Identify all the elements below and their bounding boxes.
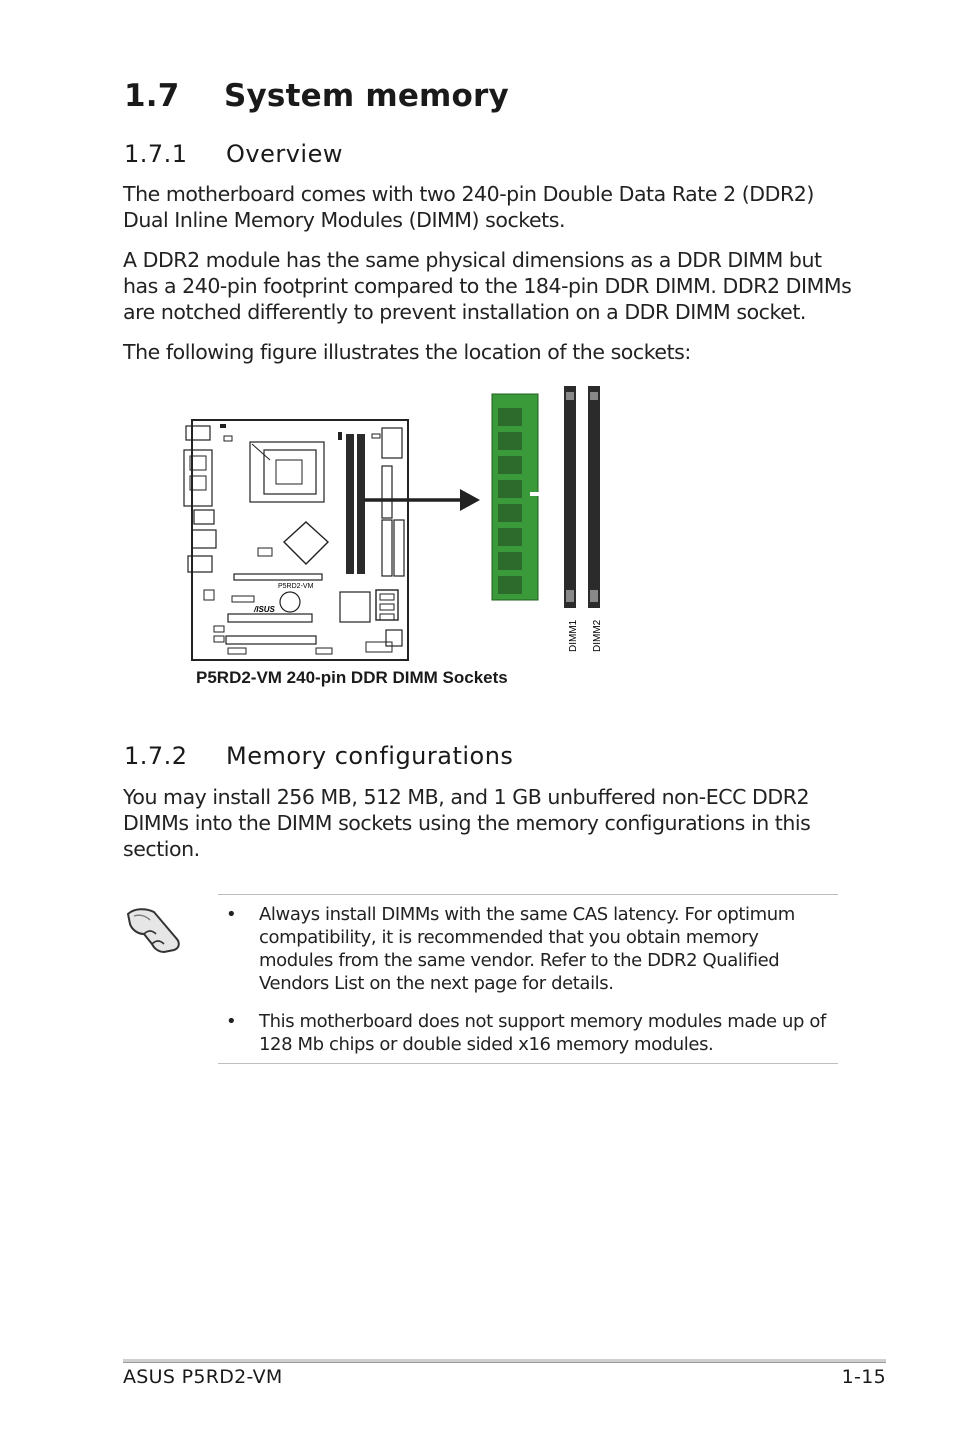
hand-pointer-icon — [124, 900, 186, 956]
bullet-icon: • — [226, 1011, 237, 1032]
note-top-rule — [218, 894, 838, 895]
overview-title: Overview — [226, 140, 343, 168]
motherboard-layout — [184, 420, 408, 660]
configurations-title: Memory configurations — [226, 742, 514, 770]
footer-rule — [123, 1359, 886, 1363]
dimm1-label: DIMM1 — [568, 619, 579, 652]
overview-number: 1.7.1 — [124, 140, 188, 168]
board-label: P5RD2-VM — [278, 583, 314, 590]
section-heading — [124, 78, 509, 114]
overview-paragraph-1: The motherboard comes with two 240-pin Double Data Rate 2 (DDR2) Dual Inline Memory Modules (DIMM) sockets. — [123, 182, 814, 232]
figure-caption: P5RD2-VM 240-pin DDR DIMM Sockets — [196, 668, 508, 687]
configurations-number: 1.7.2 — [124, 742, 188, 770]
configurations-paragraph: You may install 256 MB, 512 MB, and 1 GB unbuffered non-ECC DDR2 DIMMs into the DIMM sockets using the memory configurations in this section. — [123, 785, 811, 861]
dimm-module — [492, 394, 540, 600]
dimm2-label: DIMM2 — [592, 619, 603, 652]
page-number: 1-15 — [841, 1366, 886, 1388]
overview-paragraph-3: The following figure illustrates the location of the sockets: — [123, 340, 691, 364]
note-bottom-rule — [218, 1063, 838, 1064]
dimm-sockets — [564, 386, 603, 652]
section-title: System memory — [224, 78, 509, 114]
note-item-text: Always install DIMMs with the same CAS latency. For optimum compatibility, it is recommended that you obtain memory modules from the same vendor. Refer to the DDR2 Qualified Vendors List on the next page for details. — [259, 904, 795, 994]
note-item — [226, 903, 826, 995]
bullet-icon: • — [226, 904, 237, 925]
section-number: 1.7 — [124, 78, 180, 114]
asus-logo-icon: /ISUS — [254, 605, 275, 614]
overview-paragraph-2: A DDR2 module has the same physical dimensions as a DDR DIMM but has a 240-pin footprint compared to the 184-pin DDR DIMM. DDR2 DIMMs are notched differently to prevent installation on a DDR DIMM socket. — [123, 248, 852, 324]
footer-product: ASUS P5RD2-VM — [123, 1366, 283, 1388]
configurations-heading — [124, 742, 513, 770]
overview-heading — [124, 140, 343, 168]
dimm-location-figure — [180, 380, 620, 665]
note-item-text: This motherboard does not support memory modules made up of 128 Mb chips or double sided x16 memory modules. — [259, 1011, 826, 1055]
note-item — [226, 1010, 826, 1056]
